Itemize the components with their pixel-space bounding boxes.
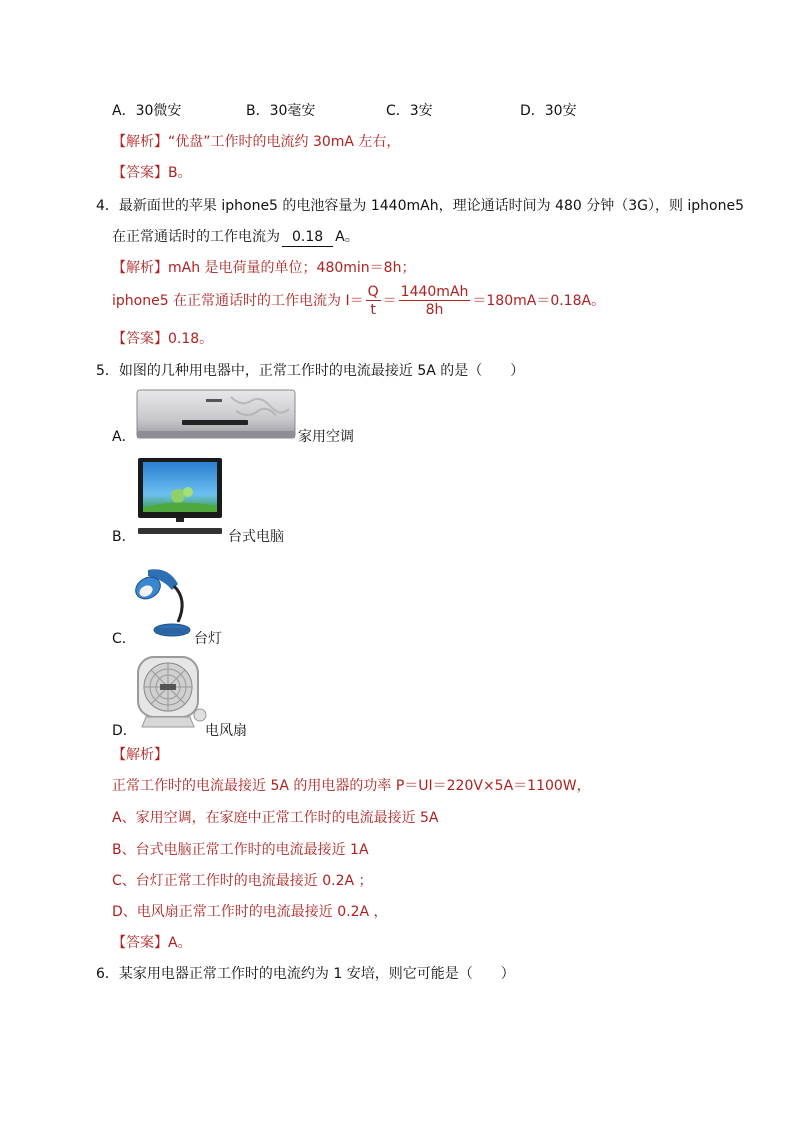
q4-line2-post: A。 xyxy=(335,229,359,245)
q4-stem-line2 xyxy=(112,228,359,247)
answer-text: B。 xyxy=(168,165,192,181)
q4-answer xyxy=(112,330,213,348)
analysis-tag: 【解析】 xyxy=(112,134,168,150)
q5-option-b-label: 台式电脑 xyxy=(228,529,284,545)
fraction-q-over-t xyxy=(366,284,381,319)
desk-lamp-image xyxy=(134,566,194,640)
q6-stem: 6．某家用电器正常工作时的电流约为 1 安培，则它可能是（ ） xyxy=(96,966,515,982)
q4-analysis xyxy=(112,259,415,277)
q4-answer-blank: 0.18 xyxy=(282,228,333,247)
electric-fan-image xyxy=(136,655,208,731)
formula-eq: ＝ xyxy=(382,293,397,309)
answer-text: 0.18。 xyxy=(168,331,214,347)
q5-option-d-letter: D． xyxy=(112,723,137,739)
q3-option-b: B．30毫安 xyxy=(246,103,316,119)
fraction-charge-over-time xyxy=(399,284,471,319)
q3-answer xyxy=(112,164,192,182)
formula-post: ＝180mA＝0.18A。 xyxy=(472,293,606,309)
q5-analysis-tag: 【解析】 xyxy=(112,747,168,763)
q5-stem: 5．如图的几种用电器中，正常工作时的电流最接近 5A 的是（ ） xyxy=(96,363,525,379)
fraction-numerator: Q xyxy=(367,283,379,300)
desktop-monitor-image xyxy=(138,458,224,538)
formula-pre: iphone5 在正常通话时的工作电流为 I＝ xyxy=(112,293,364,309)
q5-option-a-label: 家用空调 xyxy=(298,429,354,445)
q5-option-b-letter: B． xyxy=(112,529,136,545)
q3-analysis xyxy=(112,133,400,151)
q5-option-d-label: 电风扇 xyxy=(205,723,247,739)
q5-option-a-letter: A． xyxy=(112,429,136,445)
analysis-text: “优盘”工作时的电流约 30mA 左右， xyxy=(168,134,401,150)
q3-option-c: C．3安 xyxy=(386,103,433,119)
q3-option-a: A．30微安 xyxy=(112,103,182,119)
q5-answer xyxy=(112,934,192,952)
answer-tag: 【答案】 xyxy=(112,331,168,347)
air-conditioner-image xyxy=(136,389,296,441)
q5-option-c-letter: C． xyxy=(112,631,136,647)
analysis-tag: 【解析】 xyxy=(112,260,168,276)
analysis-text: mAh 是电荷量的单位；480min＝8h； xyxy=(168,260,416,276)
q5-analysis-line-5: D、电风扇正常工作时的电流最接近 0.2A ， xyxy=(112,904,388,920)
answer-tag: 【答案】 xyxy=(112,935,168,951)
q5-analysis-line-1: 正常工作时的电流最接近 5A 的用电器的功率 P＝UI＝220V×5A＝1100W， xyxy=(112,778,591,794)
q5-analysis-line-3: B、台式电脑正常工作时的电流最接近 1A xyxy=(112,842,369,858)
q3-option-d: D．30安 xyxy=(520,103,577,119)
q5-analysis-line-2: A、家用空调，在家庭中正常工作时的电流最接近 5A xyxy=(112,810,439,826)
q4-stem-line1: 4．最新面世的苹果 iphone5 的电池容量为 1440mAh，理论通话时间为 480 分钟（3G），则 iphone5 xyxy=(96,198,745,214)
q4-formula xyxy=(112,283,605,319)
q5-analysis-line-4: C、台灯正常工作时的电流最接近 0.2A ； xyxy=(112,873,373,889)
answer-tag: 【答案】 xyxy=(112,165,168,181)
fraction-numerator: 1440mAh xyxy=(400,283,469,300)
fraction-denominator: 8h xyxy=(425,301,444,318)
fraction-denominator: t xyxy=(370,301,376,318)
q5-option-c-label: 台灯 xyxy=(194,631,222,647)
answer-text: A。 xyxy=(168,935,192,951)
q4-line2-pre: 在正常通话时的工作电流为 xyxy=(112,229,280,245)
